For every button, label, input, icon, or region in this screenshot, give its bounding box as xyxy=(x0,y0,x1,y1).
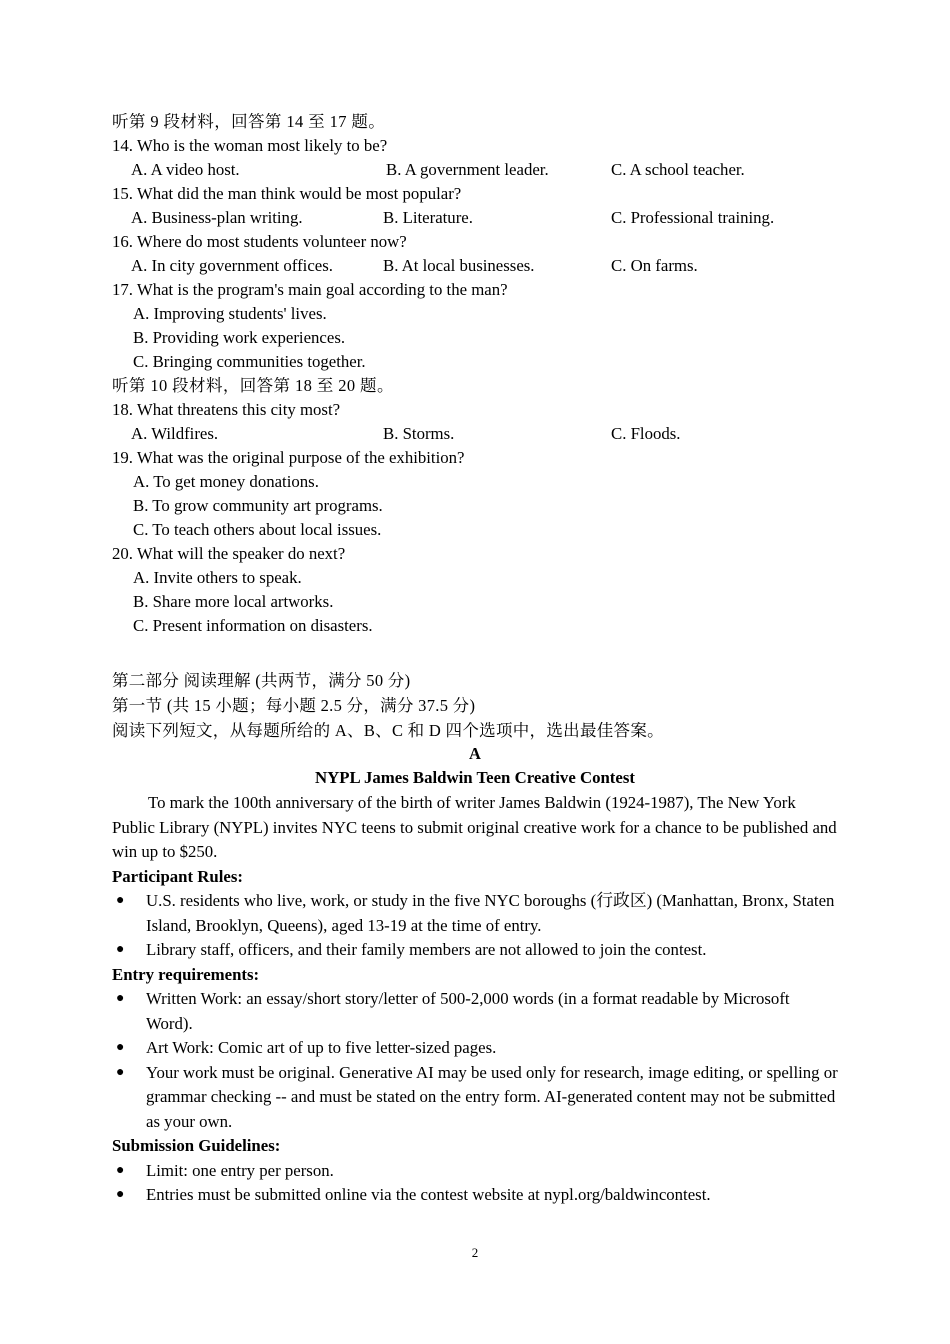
option-17-a[interactable]: A. Improving students' lives. xyxy=(133,304,327,323)
passage-intro-paragraph: To mark the 100th anniversary of the birth of writer James Baldwin (1924-1987), The New York Public Library (NYPL) invites NYC teens to submit original creative work for a chance to be published and win up to $250. xyxy=(112,793,837,861)
list-item xyxy=(112,1159,838,1184)
option-14-a[interactable]: A. A video host. xyxy=(131,160,240,179)
option-18-a[interactable]: A. Wildfires. xyxy=(131,424,219,443)
passage-letter-a: A xyxy=(469,744,481,763)
question-stem-16: 16. Where do most students volunteer now? xyxy=(112,232,407,251)
option-16-a[interactable]: A. In city government offices. xyxy=(131,256,333,275)
part-two-instruction: 阅读下列短文，从每题所给的 A、B、C 和 D 四个选项中，选出最佳答案。 xyxy=(112,721,664,740)
page-content xyxy=(112,110,838,1208)
option-19-a[interactable]: A. To get money donations. xyxy=(133,472,319,491)
option-20-a[interactable]: A. Invite others to speak. xyxy=(133,568,302,587)
question-stem-14: 14. Who is the woman most likely to be? xyxy=(112,136,388,155)
option-18-c[interactable]: C. Floods. xyxy=(611,424,681,443)
bullet-icon: ● xyxy=(116,942,125,957)
bullet-icon: ● xyxy=(116,1064,125,1080)
list-item-text: Library staff, officers, and their family members are not allowed to join the contest. xyxy=(146,940,707,959)
question-options-18 xyxy=(112,422,838,446)
bullet-icon: ● xyxy=(116,893,125,908)
entry-requirements-list xyxy=(112,987,838,1134)
page-number: 2 xyxy=(471,1245,479,1260)
bullet-icon: ● xyxy=(116,1040,125,1055)
option-14-c[interactable]: C. A school teacher. xyxy=(611,160,745,179)
passage-title: NYPL James Baldwin Teen Creative Contest xyxy=(315,768,635,787)
submission-guidelines-heading: Submission Guidelines: xyxy=(112,1136,281,1155)
list-item xyxy=(112,938,838,963)
list-item-text: Your work must be original. Generative AI may be used only for research, image editing, or spelling or grammar checking -- and must be stated on the entry form. AI-generated content may not be submitted as your own. xyxy=(146,1062,838,1131)
participant-rules-heading: Participant Rules: xyxy=(112,866,243,886)
option-20-c[interactable]: C. Present information on disasters. xyxy=(133,616,373,635)
option-15-c[interactable]: C. Professional training. xyxy=(611,208,775,227)
option-16-c[interactable]: C. On farms. xyxy=(611,256,698,275)
list-item-text: U.S. residents who live, work, or study in the five NYC boroughs (行政区) (Manhattan, Bronx, Staten Island, Brooklyn, Queens), aged 13-19 at the time of entry. xyxy=(146,891,835,935)
entry-requirements-heading: Entry requirements: xyxy=(112,964,260,984)
question-stem-15: 15. What did the man think would be most popular? xyxy=(112,184,462,203)
question-options-14 xyxy=(112,158,838,182)
option-16-b[interactable]: B. At local businesses. xyxy=(383,256,535,275)
option-18-b[interactable]: B. Storms. xyxy=(383,424,455,443)
list-item xyxy=(112,889,838,938)
section-spacer xyxy=(112,638,838,668)
option-17-b[interactable]: B. Providing work experiences. xyxy=(133,328,346,347)
question-stem-20: 20. What will the speaker do next? xyxy=(112,544,346,563)
list-item-text: Art Work: Comic art of up to five letter-sized pages. xyxy=(146,1038,497,1057)
bullet-icon: ● xyxy=(116,1162,125,1178)
listening-direction-material-9: 听第 9 段材料，回答第 14 至 17 题。 xyxy=(112,112,386,131)
option-20-b[interactable]: B. Share more local artworks. xyxy=(133,592,334,611)
bullet-icon: ● xyxy=(116,991,125,1006)
question-stem-17: 17. What is the program's main goal according to the man? xyxy=(112,280,508,299)
part-two-heading: 第二部分 阅读理解 (共两节，满分 50 分) xyxy=(112,671,411,690)
question-options-15 xyxy=(112,206,838,230)
submission-guidelines-list xyxy=(112,1159,838,1208)
question-stem-18: 18. What threatens this city most? xyxy=(112,400,341,419)
participant-rules-list xyxy=(112,889,838,963)
option-19-b[interactable]: B. To grow community art programs. xyxy=(133,496,383,515)
question-options-16 xyxy=(112,254,838,278)
option-15-b[interactable]: B. Literature. xyxy=(383,208,473,227)
list-item xyxy=(112,987,838,1036)
list-item-text: Written Work: an essay/short story/letter of 500-2,000 words (in a format readable by Microsoft Word). xyxy=(146,989,790,1033)
list-item xyxy=(112,1036,838,1061)
list-item-text: Limit: one entry per person. xyxy=(146,1160,334,1180)
option-15-a[interactable]: A. Business-plan writing. xyxy=(131,208,303,227)
question-stem-19: 19. What was the original purpose of the exhibition? xyxy=(112,448,465,467)
option-14-b[interactable]: B. A government leader. xyxy=(386,160,549,179)
part-two-section-one-heading: 第一节 (共 15 小题；每小题 2.5 分，满分 37.5 分) xyxy=(112,696,476,715)
list-item-text: Entries must be submitted online via the contest website at nypl.org/baldwincontest. xyxy=(146,1185,711,1204)
listening-direction-material-10: 听第 10 段材料，回答第 18 至 20 题。 xyxy=(112,376,394,395)
list-item xyxy=(112,1183,838,1208)
bullet-icon: ● xyxy=(116,1187,125,1202)
list-item xyxy=(112,1061,838,1135)
option-19-c[interactable]: C. To teach others about local issues. xyxy=(133,520,382,539)
option-17-c[interactable]: C. Bringing communities together. xyxy=(133,352,366,371)
